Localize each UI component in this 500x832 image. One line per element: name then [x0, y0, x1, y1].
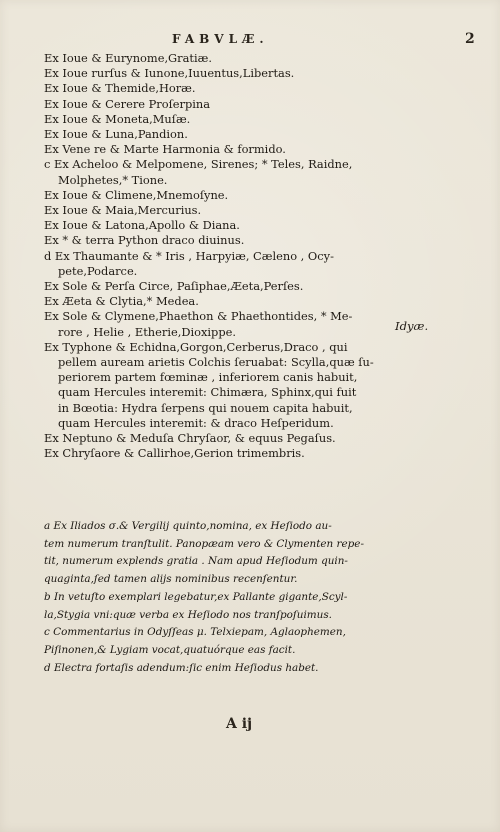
text-line: Ex Chryſaore & Callirhoe,Gerion trimembris. — [44, 446, 305, 461]
text-line: Ex Æeta & Clytia,* Medea. — [44, 294, 199, 309]
text-line: pellem auream arietis Colchis ſeruabat: Scylla,quæ ſu- — [58, 355, 374, 370]
main-text-block — [44, 51, 440, 461]
footnote-line: tit, numerum explends gratia . Nam apud Heſiodum quin- — [44, 555, 348, 568]
text-line: Ex Typhone & Echidna,Gorgon,Cerberus,Draco , qui — [44, 339, 348, 354]
text-line: periorem partem fœminæ , inferiorem canis habuit, — [58, 370, 358, 385]
text-line: Ex Ioue & Luna,Pandion. — [44, 127, 188, 142]
text-line: Ex Ioue & Latona,Apollo & Diana. — [44, 218, 240, 233]
text-line: Ex Sole & Perſa Circe, Paſiphae,Æeta,Perſes. — [44, 279, 304, 294]
text-line: pete,Podarce. — [58, 263, 138, 278]
text-line: c Ex Acheloo & Melpomene, Sirenes; * Teles, Raidne, — [44, 157, 353, 172]
text-line: Ex Ioue & Moneta,Muſæ. — [44, 111, 191, 126]
text-line: quam Hercules interemit: Chimæra, Sphinx,qui fuit — [58, 385, 357, 400]
text-line: rore , Helie , Etherie,Dioxippe. — [58, 324, 236, 339]
footnote-line: b In vetuſto exemplari legebatur,ex Pallante gigante,Scyl- — [44, 590, 348, 603]
footnote-line: quaginta,ſed tamen alijs nominibus recenſentur. — [44, 573, 298, 586]
footnote-line: tem numerum tranſtulit. Panopæam vero & Clymenten repe- — [44, 537, 364, 550]
text-line: Ex Ioue & Maia,Mercurius. — [44, 203, 202, 218]
text-line: d Ex Thaumante & * Iris , Harpyiæ, Cæleno , Ocy- — [44, 248, 334, 263]
text-line: quam Hercules interemit: & draco Heſperidum. — [58, 415, 334, 430]
page-number: 2 — [465, 31, 475, 47]
marginal-note: Idyæ. — [395, 319, 429, 333]
footnote-line: d Electra fortaſis adendum:ſic enim Heſiodus habet. — [44, 661, 319, 674]
text-line: Ex * & terra Python draco diuinus. — [44, 233, 245, 248]
text-line: Molphetes,* Tione. — [58, 172, 168, 187]
footnote-line: Piſinonen,& Lygiam vocat,quatuórque eas facit. — [44, 643, 296, 656]
text-line: Ex Ioue & Cerere Proſerpina — [44, 96, 211, 111]
footnote-line: la,Stygia vni:quæ verba ex Heſiodo nos tranſpoſuimus. — [44, 608, 332, 621]
text-line: Ex Sole & Clymene,Phaethon & Phaethontides, * Me- — [44, 309, 353, 324]
text-line: Ex Ioue & Themide,Horæ. — [44, 81, 196, 96]
text-line: Ex Ioue & Climene,Mnemoſyne. — [44, 187, 229, 202]
text-line: Ex Ioue rurſus & Iunone,Iuuentus,Libertas. — [44, 66, 295, 81]
footnote-line: c Commentarius in Odyſſeas μ. Telxiepam, Aglaophemen, — [44, 626, 346, 639]
text-line: Ex Neptuno & Meduſa Chryſaor, & equus Pegaſus. — [44, 431, 336, 446]
footnotes-block — [44, 518, 404, 677]
text-line: Ex Vene re & Marte Harmonia & formido. — [44, 142, 286, 157]
signature-mark: A ij — [226, 716, 253, 732]
text-line: Ex Ioue & Eurynome,Gratiæ. — [44, 51, 212, 65]
text-line: in Bœotia: Hydra ſerpens qui nouem capita habuit, — [58, 400, 353, 415]
footnote-line: a Ex Iliados σ.& Vergilij quinto,nomina, ex Heſiodo au- — [44, 520, 332, 532]
running-head: FABVLÆ. — [172, 32, 269, 46]
